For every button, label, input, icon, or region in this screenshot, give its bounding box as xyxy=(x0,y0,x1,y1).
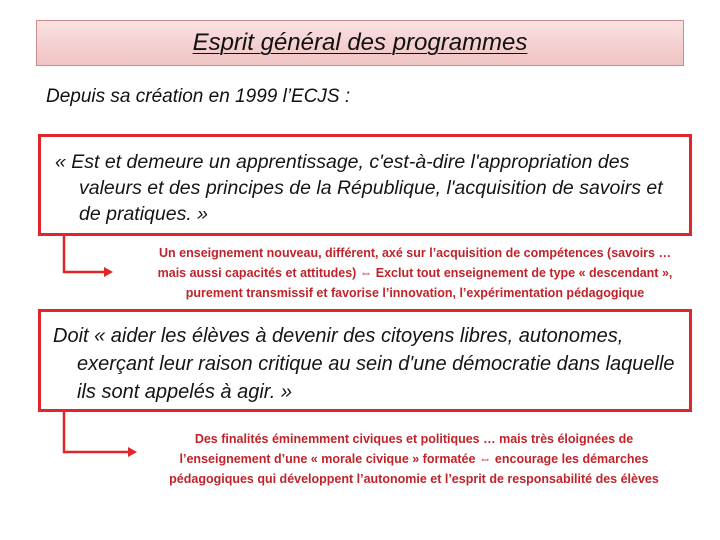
note-finalites-line-1: Des finalités éminemment civiques et politiques … mais très éloignées de xyxy=(194,432,634,446)
quote-citoyens-text: Doit « aider les élèves à devenir des citoyens libres, autonomes, exerçant leur raison critique au sein d'une démocratie dans laquelle ils sont appelés à agir. » xyxy=(53,325,675,403)
note-finalites-line-2: l’enseignement d’une « morale civique » formatée ⇔ encourage les démarches xyxy=(179,452,649,466)
note-finalites-line-3: pédagogiques qui développent l’autonomie et l’esprit de responsabilité des élèves xyxy=(169,472,659,486)
intro-text: Depuis sa création en 1999 l’ECJS : xyxy=(46,86,351,107)
note-finalites xyxy=(134,429,694,489)
quote-apprentissage-text: « Est et demeure un apprentissage, c'est-à-dire l'appropriation des valeurs et des principes de la République, l'acquisition de savoirs et de pratiques. » xyxy=(55,151,663,225)
page-title: Esprit général des programmes xyxy=(192,29,528,56)
note-competences-line-2: mais aussi capacités et attitudes) ⇔ Exclut tout enseignement de type « descendant », xyxy=(157,266,673,280)
note-competences-line-1: Un enseignement nouveau, différent, axé sur l’acquisition de compétences (savoirs … xyxy=(159,246,671,260)
note-competences-line-3: purement transmissif et favorise l’innovation, l’expérimentation pédagogique xyxy=(185,286,645,300)
